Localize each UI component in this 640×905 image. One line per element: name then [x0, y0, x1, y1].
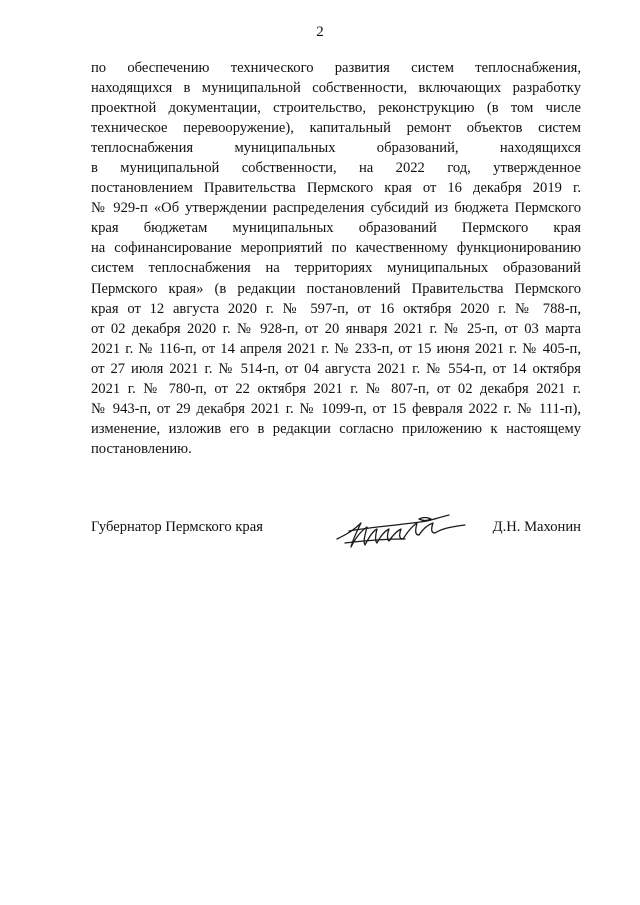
- body-line: 2021 г. № 116-п, от 14 апреля 2021 г. № 233-п, от 15 июня 2021 г. № 405-п,: [91, 340, 581, 357]
- body-line: № 929-п «Об утверждении распределения субсидий из бюджета Пермского: [91, 200, 581, 217]
- signature-block: [91, 515, 581, 555]
- body-line: техническое перевооружение), капитальный ремонт объектов систем: [91, 120, 581, 137]
- body-line: систем теплоснабжения на территориях муниципальных образований: [91, 260, 581, 277]
- body-line: в муниципальной собственности, на 2022 год, утвержденное: [91, 160, 581, 177]
- body-line: края бюджетам муниципальных образований Пермского края: [91, 220, 581, 237]
- body-line: по обеспечению технического развития систем теплоснабжения,: [91, 60, 581, 76]
- handwritten-signature: [331, 509, 471, 553]
- body-line: Пермского края» (в редакции постановлений Правительства Пермского: [91, 280, 581, 297]
- body-line: края от 12 августа 2020 г. № 597-п, от 16 октября 2020 г. № 788-п,: [91, 300, 581, 317]
- body-line: на софинансирование мероприятий по качественному функционированию: [91, 240, 581, 257]
- body-line: постановлению.: [91, 440, 192, 457]
- body-text: [91, 58, 581, 459]
- body-line: теплоснабжения муниципальных образований, находящихся: [91, 140, 581, 157]
- signer-name: Д.Н. Махонин: [492, 519, 581, 535]
- body-line: находящихся в муниципальной собственности, включающих разработку: [91, 80, 581, 97]
- body-line: постановлением Правительства Пермского края от 16 декабря 2019 г.: [91, 180, 581, 197]
- body-line: от 27 июля 2021 г. № 514-п, от 04 августа 2021 г. № 554-п, от 14 октября: [91, 360, 581, 377]
- signer-title: Губернатор Пермского края: [91, 519, 263, 535]
- page-number: 2: [316, 24, 324, 40]
- body-line: изменение, изложив его в редакции согласно приложению к настоящему: [91, 420, 581, 437]
- body-line: № 943-п, от 29 декабря 2021 г. № 1099-п, от 15 февраля 2022 г. № 111-п),: [91, 400, 581, 417]
- body-line: проектной документации, строительство, реконструкцию (в том числе: [91, 100, 581, 117]
- body-line: от 02 декабря 2020 г. № 928-п, от 20 января 2021 г. № 25-п, от 03 марта: [91, 320, 581, 337]
- body-line: 2021 г. № 780-п, от 22 октября 2021 г. № 807-п, от 02 декабря 2021 г.: [91, 380, 581, 397]
